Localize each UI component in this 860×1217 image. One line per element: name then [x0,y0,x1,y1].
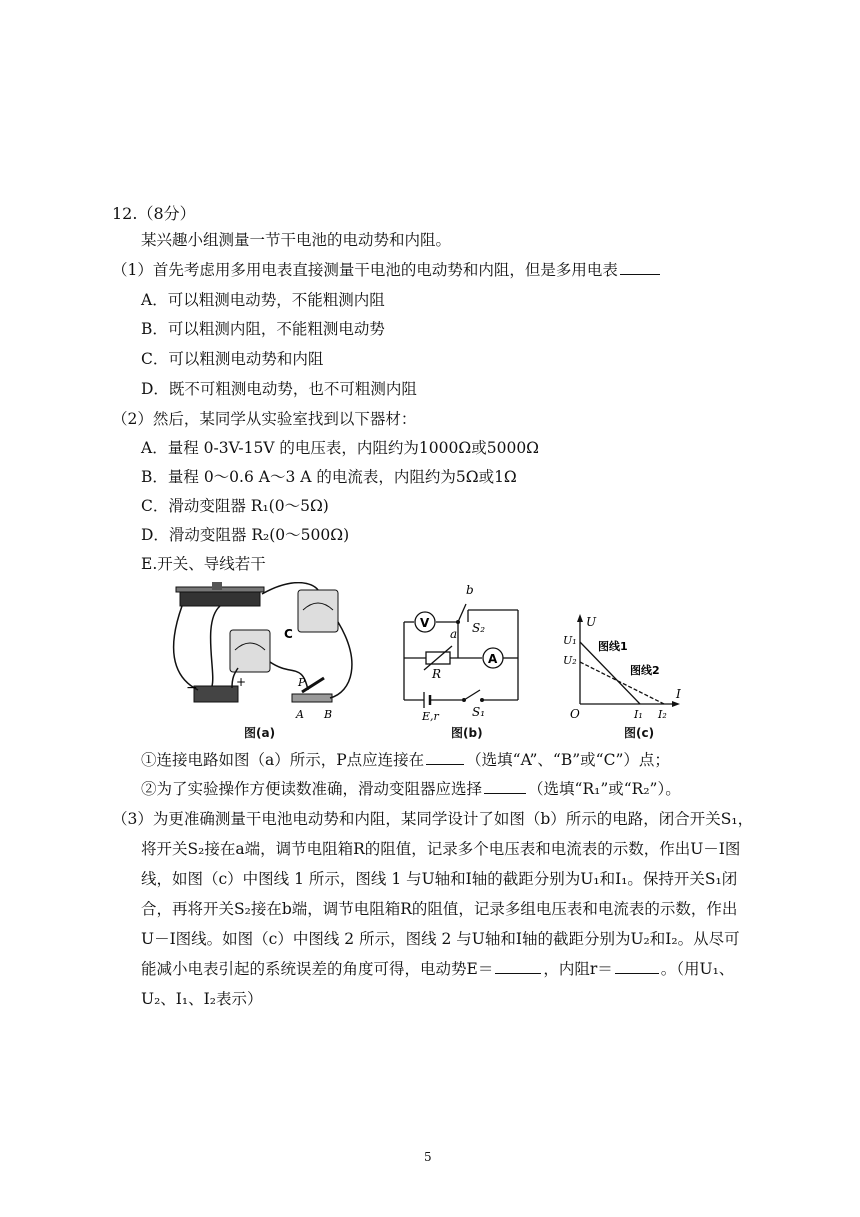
rheostat-slider [212,582,222,590]
part2-q2-hint: （选填“R₁”或“R₂”）。 [528,780,681,798]
label-s1: S₁ [472,705,486,719]
figure-a-diagram [172,582,362,722]
wire-1 [174,606,198,690]
part2-q1-hint: （选填“A”、“B”或“C”）点； [466,751,670,769]
label-i: I [676,687,681,701]
material-c: C．滑动变阻器 R₁(0～5Ω) [141,497,329,515]
label-u: U [586,615,597,629]
part2-q2-text: ②为了实验操作方便读数准确，滑动变阻器应选择 [141,780,483,798]
label-r: R [432,667,442,681]
label-p: P [298,676,306,689]
part1-stem-text: （1）首先考虑用多用电表直接测量干电池的电动势和内阻，但是多用电表 [112,261,618,279]
part2-q2 [141,778,681,800]
option-d: D．既不可粗测电动势，也不可粗测内阻 [141,380,417,398]
material-a: A．量程 0-3V-15V 的电压表，内阻约为1000Ω或5000Ω [141,439,540,457]
material-b: B．量程 0～0.6 A～3 A 的电流表，内阻约为5Ω或1Ω [141,468,517,486]
label-u1: U₁ [563,634,577,647]
label-minus: − [186,680,198,696]
voltmeter-label: V [420,616,430,630]
s2-blade [458,604,466,622]
label-a: A [296,708,304,721]
label-origin: O [570,707,580,721]
label-b-end: b [466,583,474,597]
figure-a-caption: 图(a) [244,726,276,740]
i-axis-arrow [672,701,680,707]
label-s2: S₂ [472,621,486,635]
label-line2: 图线2 [630,664,660,677]
option-b: B．可以粗测内阻，不能粗测电动势 [141,320,385,338]
s1-blade [464,690,480,700]
part3-r-text: ，内阻r＝ [543,960,613,978]
answer-blank-emf[interactable] [495,958,541,974]
question-intro: 某兴趣小组测量一节干电池的电动势和内阻。 [141,231,452,249]
part3-line-2: 将开关S₂接在a端，调节电阻箱R的阻值，记录多个电压表和电流表的示数，作出U－I图 [141,840,741,858]
meter-right [298,590,338,632]
option-a: A．可以粗测电动势，不能粗测内阻 [141,291,385,309]
figure-c-caption: 图(c) [624,726,655,740]
part2-stem: （2）然后，某同学从实验室找到以下器材： [112,410,417,428]
label-i2: I₂ [658,708,667,721]
u-axis-arrow [577,614,583,622]
material-d: D．滑动变阻器 R₂(0～500Ω) [141,526,350,544]
switch-base [292,694,332,702]
label-line1: 图线1 [598,640,628,653]
material-e: E.开关、导线若干 [141,555,266,573]
part3-final: U₂、I₁、I₂表示） [141,990,263,1008]
part3-line-5: U－I图线。如图（c）中图线 2 所示，图线 2 与U轴和I轴的截距分别为U₂和I₂。从尽可 [141,930,740,948]
label-c: C [284,627,293,641]
part3-line-3: 线，如图（c）中图线 1 所示，图线 1 与U轴和I轴的截距分别为U₁和I₁。保持开关S₁闭 [141,870,738,888]
figure-c-graph [560,614,684,722]
label-b: B [324,708,333,721]
question-number: 12.（8分） [112,204,196,223]
part3-line-6 [141,958,734,980]
label-plus: + [236,675,247,689]
part3-hint: 。（用U₁、 [660,960,735,978]
rheostat-coil [180,592,260,606]
label-u2: U₂ [563,654,577,667]
ammeter-label: A [488,652,498,666]
figure-b-caption: 图(b) [451,726,483,740]
answer-blank-2[interactable] [426,749,464,765]
answer-blank-1[interactable] [620,259,660,275]
part3-line-1: （3）为更准确测量干电池电动势和内阻，某同学设计了如图（b）所示的电路，闭合开关S₁， [112,810,754,828]
answer-blank-r[interactable] [615,958,659,974]
battery [194,686,238,702]
part2-q1 [141,749,670,771]
part3-line-4: 合，再将开关S₂接在b端，调节电阻箱R的阻值，记录多组电压表和电流表的示数，作出 [141,900,738,918]
label-a-end: a [450,627,458,641]
label-er: E,r [422,710,439,722]
answer-blank-3[interactable] [484,778,526,794]
page-number: 5 [424,1150,432,1164]
part3-emf-text: 能减小电表引起的系统误差的角度可得，电动势E＝ [141,960,494,978]
wire-6 [211,606,220,686]
figure-b-diagram [396,582,526,722]
part1-stem [112,259,662,281]
part2-q1-text: ①连接电路如图（a）所示，P点应连接在 [141,751,425,769]
label-i1: I₁ [634,708,643,721]
wire-3 [330,622,352,698]
option-c: C．可以粗测电动势和内阻 [141,350,324,368]
meter-middle [230,630,270,672]
